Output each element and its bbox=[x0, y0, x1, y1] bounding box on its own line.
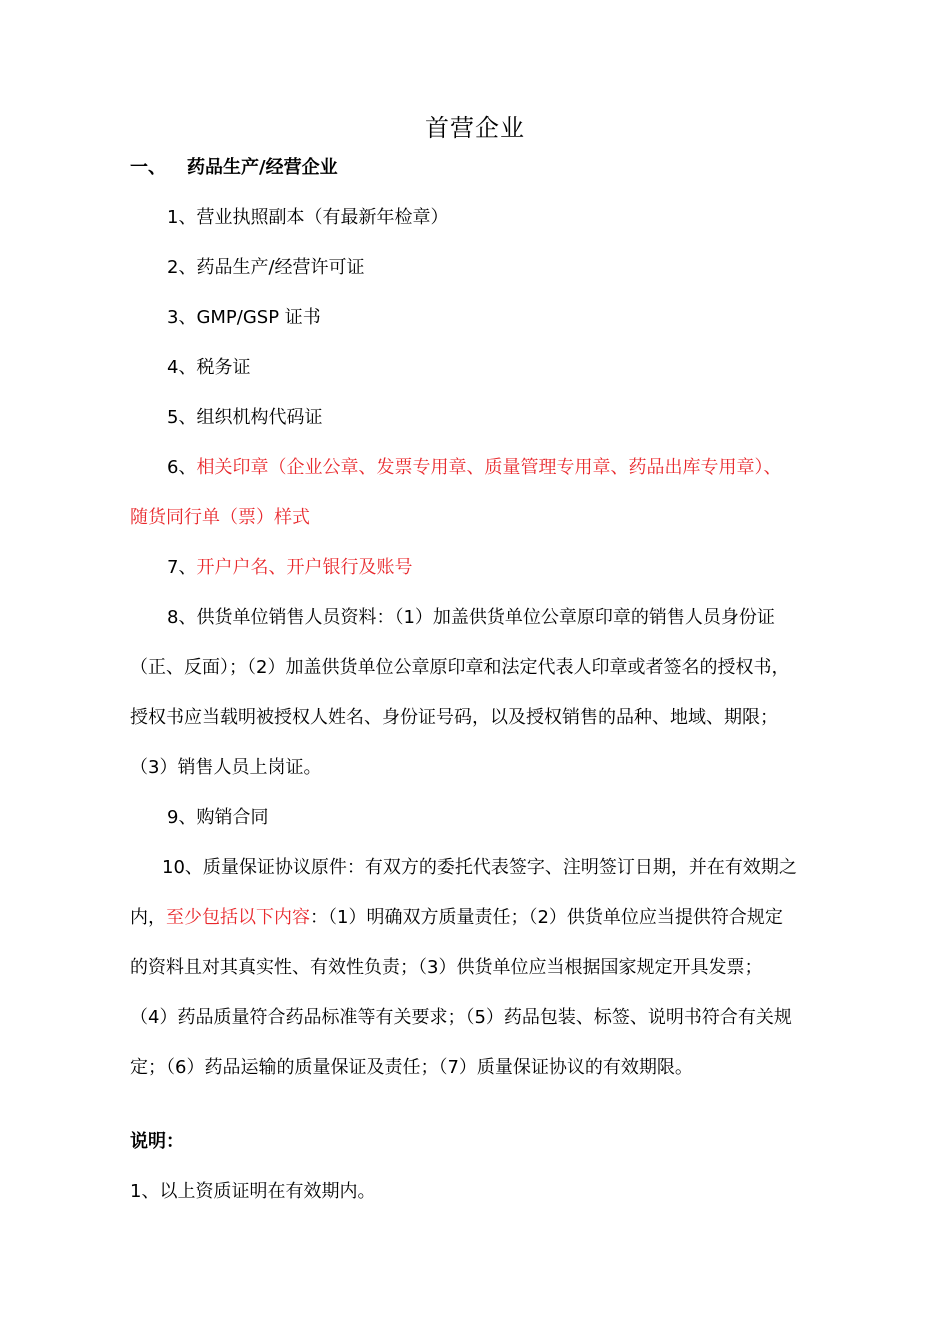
list-item-10-line-2 bbox=[130, 905, 850, 931]
list-item-8-line-4: （3）销售人员上岗证。 bbox=[130, 757, 322, 778]
page-title: 首营企业 bbox=[425, 114, 525, 142]
list-item-8-line-2: （正、反面）；（2）加盖供货单位公章原印章和法定代表人印章或者签名的授权书， bbox=[130, 657, 790, 678]
list-item-10-line-3: 的资料且对其真实性、有效性负责；（3）供货单位应当根据国家规定开具发票； bbox=[130, 957, 763, 978]
list-item-10-text: 内， bbox=[130, 907, 166, 928]
list-item-10-line-4: （4）药品质量符合药品标准等有关要求；（5）药品包装、标签、说明书符合有关规 bbox=[130, 1007, 792, 1028]
section-title: 药品生产/经营企业 bbox=[187, 157, 338, 178]
note-item-1: 1、以上资质证明在有效期内。 bbox=[130, 1181, 376, 1202]
list-item-6-line-2: 随货同行单（票）样式 bbox=[130, 507, 310, 528]
list-item-8-line-1: 8、供货单位销售人员资料：（1）加盖供货单位公章原印章的销售人员身份证 bbox=[167, 607, 775, 628]
list-item-7-highlight: 开户户名、开户银行及账号 bbox=[196, 557, 413, 578]
list-item-7 bbox=[167, 555, 887, 581]
section-heading bbox=[130, 155, 850, 181]
list-item-4: 4、税务证 bbox=[167, 357, 251, 378]
notes-heading: 说明： bbox=[130, 1131, 184, 1152]
list-item-3: 3、GMP/GSP 证书 bbox=[167, 307, 321, 328]
list-item-8-line-3: 授权书应当载明被授权人姓名、身份证号码，以及授权销售的品种、地域、期限； bbox=[130, 707, 778, 728]
list-item-5: 5、组织机构代码证 bbox=[167, 407, 323, 428]
section-number: 一、 bbox=[130, 157, 166, 178]
list-item-6-line-1 bbox=[167, 455, 887, 481]
list-item-1: 1、营业执照副本（有最新年检章） bbox=[167, 207, 449, 228]
list-item-10-highlight: 至少包括以下内容 bbox=[166, 907, 310, 928]
list-item-9: 9、购销合同 bbox=[167, 807, 269, 828]
list-item-10-line-5: 定；（6）药品运输的质量保证及责任；（7）质量保证协议的有效期限。 bbox=[130, 1057, 693, 1078]
list-item-6-highlight: 相关印章（企业公章、发票专用章、质量管理专用章、药品出库专用章）、 bbox=[196, 457, 782, 478]
list-item-10-line-1: 10、质量保证协议原件：有双方的委托代表签字、注明签订日期，并在有效期之 bbox=[162, 857, 797, 878]
list-item-7-number: 7、 bbox=[167, 557, 197, 578]
list-item-6-number: 6、 bbox=[167, 457, 197, 478]
list-item-2: 2、药品生产/经营许可证 bbox=[167, 257, 365, 278]
list-item-10-text-cont: ：（1）明确双方质量责任；（2）供货单位应当提供符合规定 bbox=[310, 907, 783, 928]
